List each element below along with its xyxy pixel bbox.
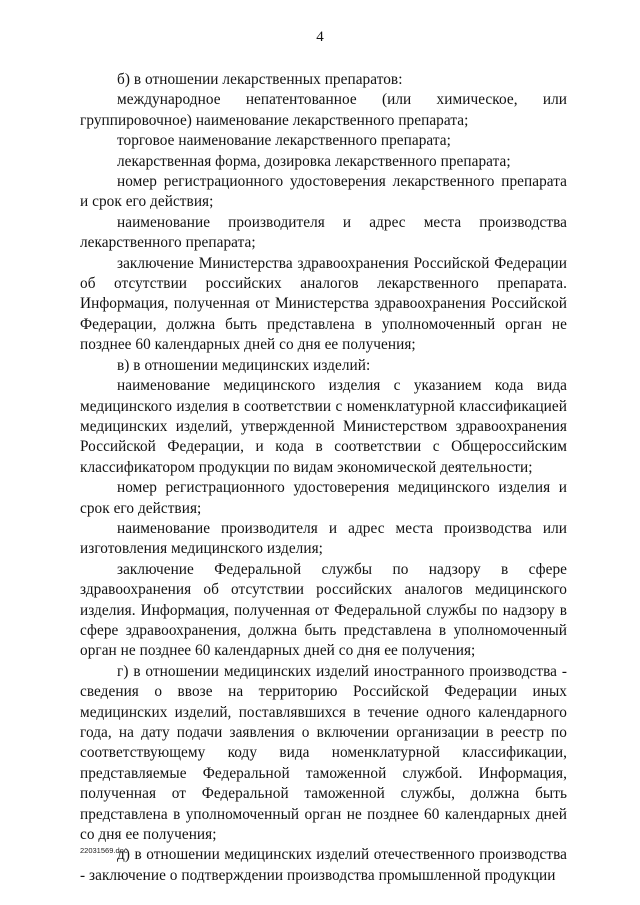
paragraph-device-manufacturer: наименование производителя и адрес места производства или изготовления медицинского изделия;	[80, 519, 567, 558]
paragraph-trade-name: торговое наименование лекарственного препарата;	[117, 132, 451, 150]
paragraph-dosage-form: лекарственная форма, дозировка лекарственного препарата;	[117, 152, 511, 170]
document-body	[80, 70, 567, 886]
paragraph-item-b-heading: б) в отношении лекарственных препаратов:	[117, 71, 403, 88]
paragraph-inn-name: международное непатентованное (или химическое, или группировочное) наименование лекарственного препарата;	[80, 91, 567, 129]
paragraph-item-d-domestic-devices: д) в отношении медицинских изделий отечественного производства - заключение о подтверждении производства промышленной продукции	[80, 846, 567, 884]
paragraph-item-v-heading: в) в отношении медицинских изделий:	[117, 356, 371, 374]
paragraph-roszdravnadzor-conclusion: заключение Федеральной службы по надзору в сфере здравоохранения об отсутствии российских аналогов медицинского изделия. Информация, полученная от Федеральной службы по надзору в сфере здравоохранения, должна быть представлена в уполномоченный орган не позднее 60 календарных дней со дня ее получения;	[80, 560, 567, 660]
page-number: 4	[316, 29, 324, 45]
paragraph-drug-registration: номер регистрационного удостоверения лекарственного препарата и срок его действия;	[80, 173, 567, 211]
paragraph-health-ministry-conclusion: заключение Министерства здравоохранения Российской Федерации об отсутствии российских аналогов лекарственного препарата. Информация, полученная от Министерства здравоохранения Российской Федерации, должна быть представлена в уполномоченный орган не позднее 60 календарных дней со дня ее получения;	[80, 254, 567, 354]
paragraph-item-g-foreign-devices: г) в отношении медицинских изделий иностранного производства - сведения о ввозе на территорию Российской Федерации иных медицинских изделий, поставлявшихся в течение одного календарного года, на дату подачи заявления о включении организации в реестр по соответствующему коду вида номенклатурной классификации, представляемые Федеральной таможенной службой. Информация, полученная от Федеральной таможенной службы, должна быть представлена в уполномоченный орган не позднее 60 календарных дней со дня ее получения;	[80, 662, 567, 844]
footer-file-name: 22031569.doc	[80, 846, 128, 855]
paragraph-device-registration: номер регистрационного удостоверения медицинского изделия и срок его действия;	[80, 479, 567, 517]
paragraph-drug-manufacturer: наименование производителя и адрес места производства лекарственного препарата;	[80, 213, 567, 252]
paragraph-device-name: наименование медицинского изделия с указанием кода вида медицинского изделия в соответствии с номенклатурной классификацией медицинских изделий, утвержденной Министерством здравоохранения Российской Федерации, и кода в соответствии с Общероссийским классификатором продукции по видам экономической деятельности;	[80, 377, 567, 476]
